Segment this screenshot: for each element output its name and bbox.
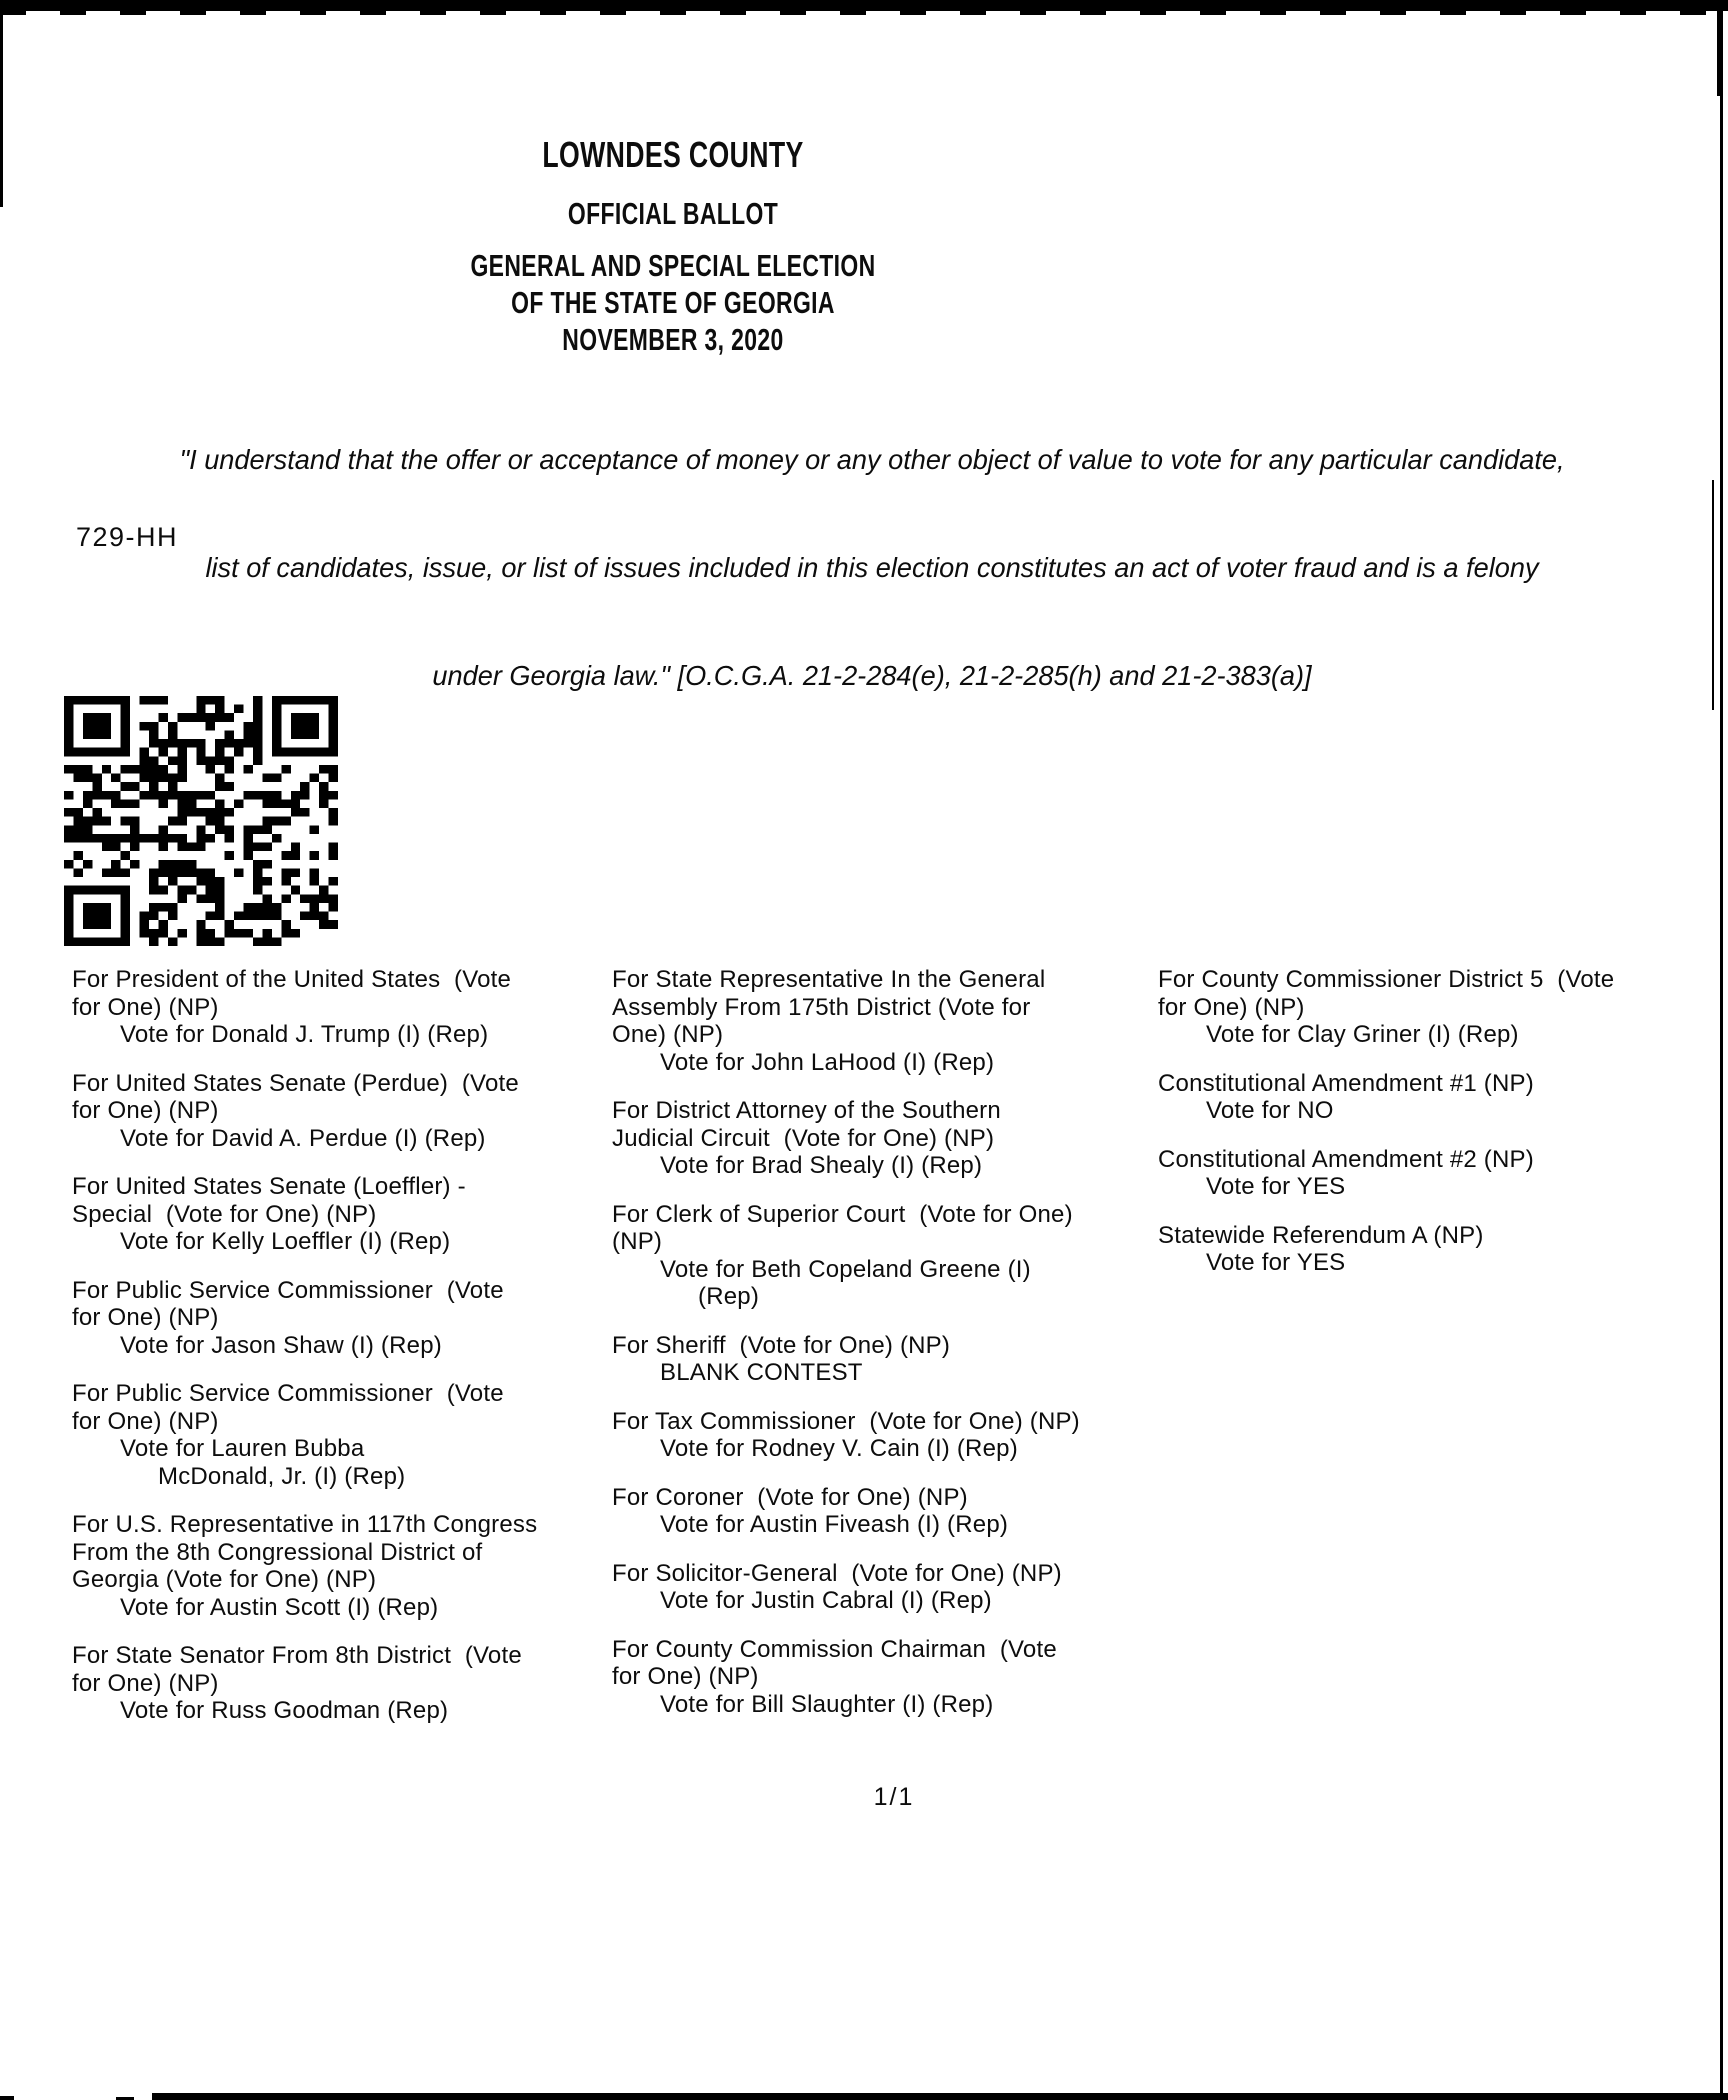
contest-title-line: For Clerk of Superior Court (Vote for One) [612, 1200, 1073, 1228]
contest-title-line: One) (NP) [612, 1021, 724, 1048]
disclaimer-line: list of candidates, issue, or list of issues included in this election constitutes an act of voter fraud and is a felony [205, 552, 1539, 583]
contest-title-line: for One) (NP) [1158, 993, 1305, 1021]
contest-title-line: For Solicitor-General (Vote for One) (NP) [612, 1559, 1062, 1587]
contest-selection-line: Vote for Bill Slaughter (I) (Rep) [660, 1690, 994, 1718]
contest-title-line: Assembly From 175th District (Vote for [612, 993, 1031, 1021]
contest-entry [1158, 966, 1714, 1049]
contest-title-line: For Public Service Commissioner (Vote [72, 1380, 504, 1407]
contest-selection-line: BLANK CONTEST [660, 1359, 863, 1386]
contest-entry [72, 1070, 617, 1153]
contest-title-line: Constitutional Amendment #2 (NP) [1158, 1145, 1534, 1173]
contest-entry [612, 1201, 1162, 1311]
contest-selection-line: Vote for Brad Shealy (I) (Rep) [660, 1152, 983, 1179]
contest-selection-line: Vote for Donald J. Trump (I) (Rep) [120, 1021, 489, 1048]
contest-selection-line: Vote for Clay Griner (I) (Rep) [1206, 1021, 1519, 1048]
scan-bottom-edge-bar [152, 2093, 1728, 2100]
contest-selection-line: Vote for Austin Fiveash (I) (Rep) [660, 1511, 1009, 1538]
page-number [0, 1783, 1728, 1812]
contest-title-line: From the 8th Congressional District of [72, 1538, 483, 1566]
contest-selection-line: Vote for Jason Shaw (I) (Rep) [120, 1331, 442, 1359]
ballot-column-middle [612, 966, 1162, 1739]
contest-entry [612, 1332, 1162, 1387]
contest-entry [612, 966, 1162, 1076]
contest-entry [72, 1277, 617, 1360]
contest-selection-line: Vote for YES [1206, 1249, 1346, 1276]
contest-selection-line: McDonald, Jr. (I) (Rep) [158, 1462, 406, 1490]
contest-title-line: for One) (NP) [72, 993, 219, 1021]
contest-title-line: For Public Service Commissioner (Vote [72, 1276, 504, 1304]
contest-entry [612, 1560, 1162, 1615]
contest-entry [72, 1642, 617, 1725]
contest-entry [1158, 1146, 1714, 1201]
contest-title-line: For Sheriff (Vote for One) (NP) [612, 1331, 951, 1359]
contest-title-line: Special (Vote for One) (NP) [72, 1200, 377, 1228]
contest-title-line: for One) (NP) [72, 1669, 219, 1697]
contest-selection-line: Vote for Rodney V. Cain (I) (Rep) [660, 1435, 1018, 1462]
contest-title-line: For State Representative In the General [612, 966, 1046, 993]
ballot-column-right [1158, 966, 1714, 1298]
contest-title-line: For County Commission Chairman (Vote [612, 1635, 1057, 1663]
contest-entry [72, 1173, 617, 1256]
contest-title-line: For U.S. Representative in 117th Congress [72, 1511, 538, 1538]
contest-title-line: (NP) [612, 1228, 663, 1255]
election-title-line: GENERAL AND SPECIAL ELECTION [470, 248, 876, 283]
contest-title-line: for One) (NP) [72, 1407, 219, 1435]
contest-title-line: Georgia (Vote for One) (NP) [72, 1566, 377, 1593]
contest-title-line: For District Attorney of the Southern [612, 1097, 1001, 1124]
contest-selection-line: (Rep) [698, 1283, 760, 1310]
contest-selection-line: Vote for David A. Perdue (I) (Rep) [120, 1124, 486, 1152]
precinct-code: 729-HH [76, 522, 179, 552]
contest-title-line: Judicial Circuit (Vote for One) (NP) [612, 1124, 995, 1152]
contest-title-line: For President of the United States (Vote [72, 966, 512, 993]
county-title: LOWNDES COUNTY [542, 134, 804, 175]
ballot-type-title: OFFICIAL BALLOT [567, 196, 779, 231]
contest-title-line: For Tax Commissioner (Vote for One) (NP) [612, 1407, 1080, 1435]
contest-title-line: For State Senator From 8th District (Vote [72, 1642, 522, 1669]
ballot-column-left [72, 966, 617, 1746]
contest-entry [72, 1380, 617, 1490]
contest-entry [612, 1636, 1162, 1719]
contest-selection-line: Vote for YES [1206, 1173, 1346, 1200]
contest-selection-line: Vote for NO [1206, 1097, 1334, 1124]
scan-right-edge-line [1717, 0, 1723, 96]
contest-selection-line: Vote for John LaHood (I) (Rep) [660, 1048, 995, 1076]
contest-selection-line: Vote for Russ Goodman (Rep) [120, 1697, 449, 1724]
contest-entry [72, 966, 617, 1049]
scan-bottom-edge-bar [0, 2096, 14, 2100]
contest-title-line: Constitutional Amendment #1 (NP) [1158, 1069, 1534, 1097]
contest-entry [612, 1484, 1162, 1539]
contest-selection-line: Vote for Justin Cabral (I) (Rep) [660, 1587, 992, 1614]
contest-selection-line: Vote for Kelly Loeffler (I) (Rep) [120, 1228, 451, 1255]
scan-top-edge-noise [0, 11, 1728, 15]
page-number-value: 1/1 [873, 1783, 915, 1811]
contest-title-line: For United States Senate (Perdue) (Vote [72, 1069, 519, 1097]
contest-entry [612, 1097, 1162, 1180]
contest-title-line: for One) (NP) [612, 1663, 759, 1690]
qr-code-icon [64, 696, 338, 946]
contest-entry [1158, 1222, 1714, 1277]
disclaimer-line: under Georgia law." [O.C.G.A. 21-2-284(e), 21-2-285(h) and 21-2-383(a)] [432, 660, 1312, 691]
contest-selection-line: Vote for Beth Copeland Greene (I) [660, 1255, 1031, 1283]
contest-title-line: for One) (NP) [72, 1097, 219, 1124]
election-date-line: NOVEMBER 3, 2020 [562, 322, 784, 357]
contest-title-line: For County Commissioner District 5 (Vote [1158, 966, 1615, 993]
contest-entry [72, 1511, 617, 1621]
scan-top-edge-bar [0, 0, 1728, 11]
contest-title-line: Statewide Referendum A (NP) [1158, 1221, 1484, 1249]
contest-title-line: For United States Senate (Loeffler) - [72, 1173, 466, 1200]
contest-title-line: For Coroner (Vote for One) (NP) [612, 1483, 968, 1511]
contest-selection-line: Vote for Lauren Bubba [120, 1435, 365, 1462]
contest-entry [1158, 1070, 1714, 1125]
contest-title-line: for One) (NP) [72, 1304, 219, 1331]
disclaimer-line: "I understand that the offer or acceptance of money or any other object of value to vote for any particular candidate, [179, 444, 1565, 475]
election-title-line: OF THE STATE OF GEORGIA [511, 285, 835, 320]
contest-entry [612, 1408, 1162, 1463]
scan-left-edge-line [0, 14, 3, 207]
contest-selection-line: Vote for Austin Scott (I) (Rep) [120, 1593, 439, 1621]
